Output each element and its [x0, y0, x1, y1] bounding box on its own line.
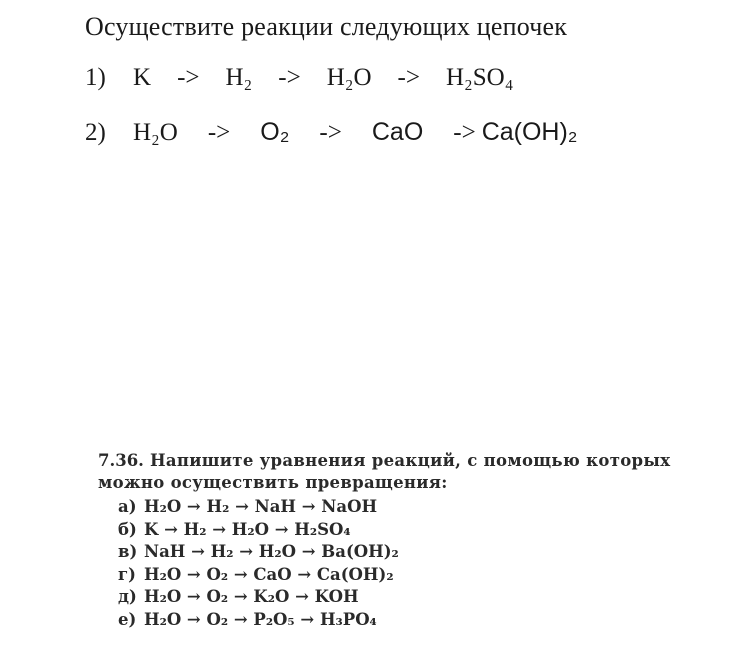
item-chain: H₂O → O₂ → P₂O₅ → H₃PO₄ [144, 609, 377, 629]
item-letter: б) [118, 519, 137, 539]
chain-term: H₂ [225, 64, 253, 91]
list-item [118, 541, 688, 564]
arrow-text: -> [207, 119, 231, 146]
chain-term: H₂O [133, 119, 178, 146]
arrow-text: -> [278, 64, 301, 91]
item-letter: а) [118, 497, 137, 516]
chain-term: Ca(OH)₂ [481, 118, 578, 146]
exercise-list [118, 496, 688, 631]
arrow-text: -> [319, 119, 342, 146]
arrow-text: -> [177, 64, 200, 91]
exercise-number: 7.36. [98, 451, 144, 470]
item-letter: д) [118, 587, 137, 606]
item-chain: H₂O → O₂ → K₂O → KOH [144, 587, 359, 606]
chain-number: 1) [85, 64, 106, 91]
item-chain: H₂O → O₂ → CaO → Ca(OH)₂ [144, 564, 394, 584]
list-item [118, 609, 688, 632]
chain-term: O₂ [260, 118, 290, 146]
chain-term: H₂O [326, 64, 372, 91]
arrow-text: -> [397, 64, 420, 91]
item-letter: г) [118, 564, 136, 584]
chain-term: K [133, 64, 152, 91]
list-item [118, 519, 688, 542]
item-chain: H₂O → H₂ → NaH → NaOH [144, 497, 378, 516]
chain-term: H₂SO₄ [445, 64, 514, 91]
arrow-text: -> [453, 119, 476, 146]
item-chain: K → H₂ → H₂O → H₂SO₄ [144, 519, 351, 539]
item-letter: в) [118, 542, 138, 561]
exercise-heading [98, 450, 688, 494]
chain-term: CaO [371, 118, 424, 146]
chain-2 [85, 118, 725, 150]
list-item [118, 564, 688, 587]
textbook-excerpt [98, 450, 688, 631]
item-chain: NaH → H₂ → H₂O → Ba(OH)₂ [144, 542, 399, 561]
chain-number: 2) [85, 119, 106, 146]
exercise-instruction: Напишите уравнения реакций, с помощью которых можно осуществить превращения: [98, 451, 671, 492]
task-block [85, 10, 725, 150]
list-item [118, 586, 688, 609]
item-letter: е) [118, 609, 137, 629]
chain-1 [85, 64, 725, 96]
list-item [118, 496, 688, 519]
task-heading: Осуществите реакции следующих цепочек [85, 12, 568, 41]
